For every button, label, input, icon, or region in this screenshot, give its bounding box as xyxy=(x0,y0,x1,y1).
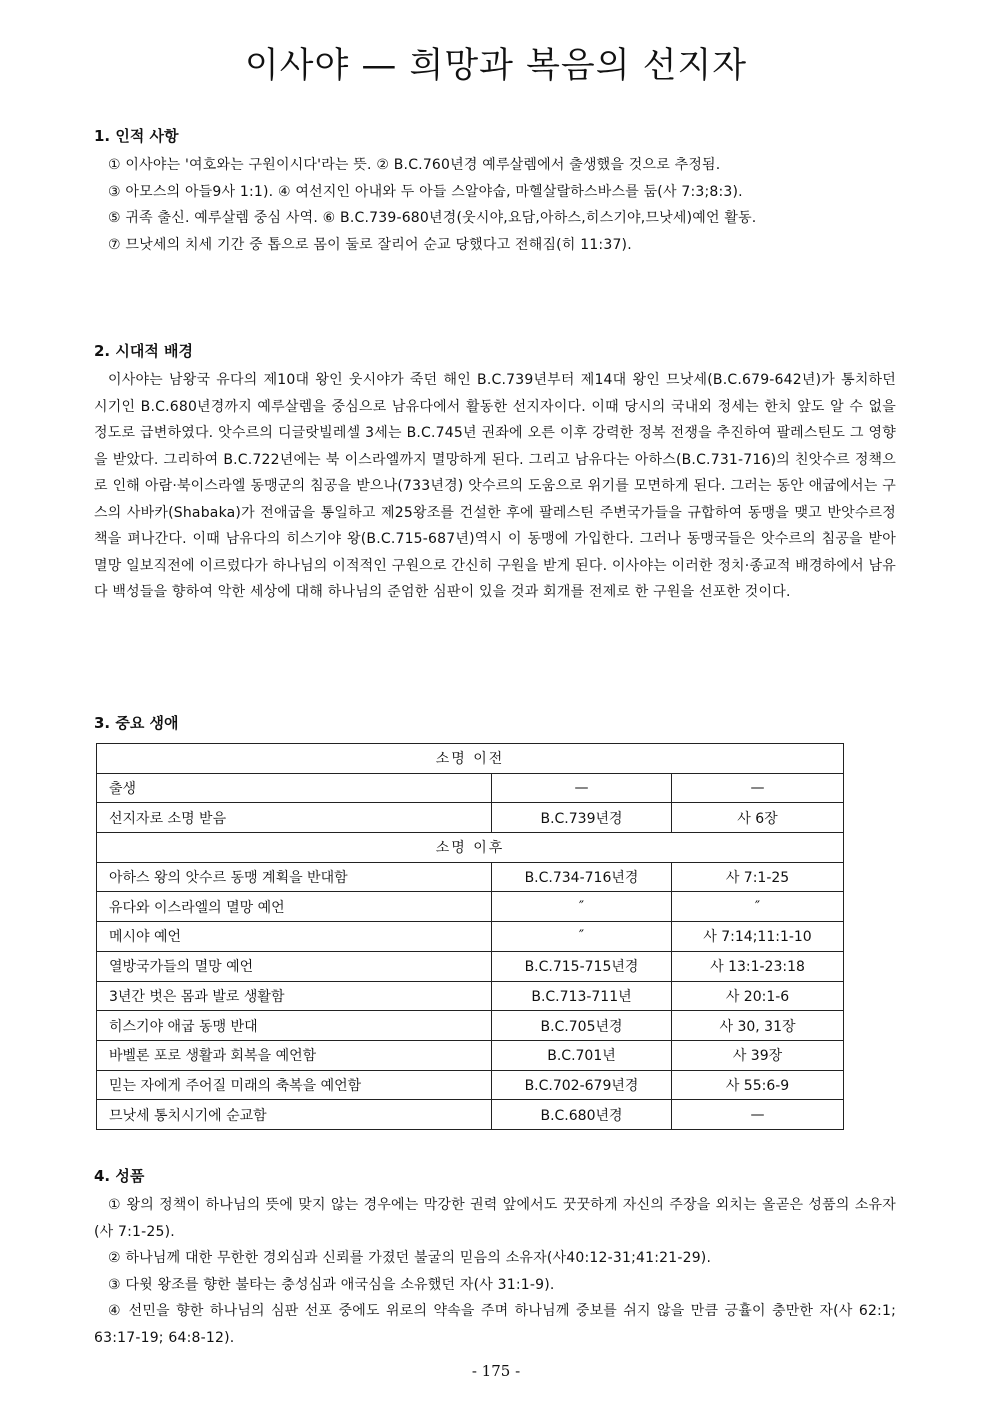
date-cell: B.C.713-711년 xyxy=(492,981,672,1011)
date-cell: B.C.680년경 xyxy=(492,1100,672,1130)
reference-cell: 사 7:14;11:1-10 xyxy=(672,922,844,952)
table-subheader-row xyxy=(97,833,844,863)
table-row xyxy=(97,1040,844,1070)
table-row xyxy=(97,922,844,952)
date-cell: B.C.701년 xyxy=(492,1040,672,1070)
character-line-2: ② 하나님께 대한 무한한 경외심과 신뢰를 가졌던 불굴의 믿음의 소유자(사40:12-31;41:21-29). xyxy=(108,1250,712,1266)
event-cell: 므낫세 통치시기에 순교함 xyxy=(97,1100,492,1130)
event-cell: 아하스 왕의 앗수르 동맹 계획을 반대함 xyxy=(97,862,492,892)
date-cell: B.C.715-715년경 xyxy=(492,951,672,981)
personal-line-4: ⑦ 므낫세의 치세 기간 중 톱으로 몸이 둘로 잘리어 순교 당했다고 전해짐(히 11:37). xyxy=(108,236,632,253)
page-title: 이사야 — 희망과 복음의 선지자 xyxy=(244,46,748,86)
life-table xyxy=(96,743,844,1130)
table-row xyxy=(97,892,844,922)
date-cell: ″ xyxy=(492,892,672,922)
personal-line-1: ① 이사야는 '여호와는 구원이시다'라는 뜻. ② B.C.760년경 예루살렘에서 출생했을 것으로 추정됨. xyxy=(108,157,721,173)
reference-cell: 사 13:1-23:18 xyxy=(672,951,844,981)
reference-cell: 사 7:1-25 xyxy=(672,862,844,892)
reference-cell: 사 30, 31장 xyxy=(672,1011,844,1041)
character-line-1: ① 왕의 정책이 하나님의 뜻에 맞지 않는 경우에는 막강한 권력 앞에서도 꿋꿋하게 자신의 주장을 외치는 올곧은 성품의 소유자(사 7:1-25). xyxy=(94,1197,896,1240)
table-subheader-row xyxy=(97,744,844,774)
reference-cell: 사 55:6-9 xyxy=(672,1070,844,1100)
table-row xyxy=(97,862,844,892)
event-cell: 선지자로 소명 받음 xyxy=(97,803,492,833)
date-cell: B.C.705년경 xyxy=(492,1011,672,1041)
table-row xyxy=(97,1011,844,1041)
background-paragraph: 이사야는 남왕국 유다의 제10대 왕인 웃시야가 죽던 해인 B.C.739년부터 제14대 왕인 므낫세(B.C.679-642년)가 통치하던 시기인 B.C.680년경까지 예루살렘을 중심으로 남유다에서 활동한 선지자이다. 이때 당시의 국내외 정세는 한치 앞도 알 수 없을 정도로 급변하였다. 앗수르의 디글랏빌레셀 3세는 B.C.745년 권좌에 오른 이후 강력한 정복 전쟁을 추진하여 팔레스틴도 그 영향을 받았다. 그리하여 B.C.722년에는 북 이스라엘까지 멸망하게 된다. 그리고 남유다는 아하스(B.C.731-716)의 친앗수르 정책으로 인해 아람·북이스라엘 동맹군의 침공을 받으나(733년경) 앗수르의 도움으로 위기를 모면하게 된다. 그러는 동안 애굽에서는 구스의 사바카(Shabaka)가 전애굽을 통일하고 제25왕조를 건설한 후에 팔레스틴 주변국가들을 규합하여 동맹을 맺고 반앗수르정책을 펴나간다. 이때 남유다의 히스기야 왕(B.C.715-687년)역시 이 동맹에 가입한다. 그러나 동맹국들은 앗수르의 침공을 받아 멸망 일보직전에 이르렀다가 하나님의 이적적인 구원으로 간신히 구원을 받게 된다. 이사야는 이러한 정치·종교적 배경하에서 남유다 백성들을 향하여 악한 세상에 대해 하나님의 준엄한 심판이 있을 것과 회개를 전제로 한 구원을 선포한 것이다. xyxy=(94,372,896,600)
reference-cell: ″ xyxy=(672,892,844,922)
after-calling-label: 소명 이후 xyxy=(97,833,844,863)
section-heading: 3. 중요 생애 xyxy=(94,714,179,732)
reference-cell: 사 39장 xyxy=(672,1040,844,1070)
table-row xyxy=(97,803,844,833)
event-cell: 3년간 벗은 몸과 발로 생활함 xyxy=(97,981,492,1011)
table-row xyxy=(97,951,844,981)
event-cell: 출생 xyxy=(97,773,492,803)
section-heading: 1. 인적 사항 xyxy=(94,127,179,145)
table-row xyxy=(97,981,844,1011)
date-cell: B.C.702-679년경 xyxy=(492,1070,672,1100)
reference-cell: 사 6장 xyxy=(672,803,844,833)
date-cell: B.C.739년경 xyxy=(492,803,672,833)
table-row xyxy=(97,773,844,803)
section-personal xyxy=(94,125,896,258)
personal-line-2: ③ 아모스의 아들9사 1:1). ④ 여선지인 아내와 두 아들 스알야숩, 마헬살랄하스바스를 둠(사 7:3;8:3). xyxy=(108,183,743,200)
section-heading: 4. 성품 xyxy=(94,1167,145,1185)
event-cell: 메시야 예언 xyxy=(97,922,492,952)
reference-cell: 사 20:1-6 xyxy=(672,981,844,1011)
character-line-3: ③ 다윗 왕조를 향한 불타는 충성심과 애국심을 소유했던 자(사 31:1-9). xyxy=(108,1276,555,1293)
date-cell: B.C.734-716년경 xyxy=(492,862,672,892)
date-cell: ″ xyxy=(492,922,672,952)
reference-cell: — xyxy=(672,773,844,803)
section-heading: 2. 시대적 배경 xyxy=(94,342,194,360)
date-cell: — xyxy=(492,773,672,803)
section-life xyxy=(94,712,896,739)
event-cell: 열방국가들의 멸망 예언 xyxy=(97,951,492,981)
table-row xyxy=(97,1070,844,1100)
reference-cell: — xyxy=(672,1100,844,1130)
event-cell: 히스기야 애굽 동맹 반대 xyxy=(97,1011,492,1041)
event-cell: 믿는 자에게 주어질 미래의 축복을 예언함 xyxy=(97,1070,492,1100)
character-line-4: ④ 선민을 향한 하나님의 심판 선포 중에도 위로의 약속을 주며 하나님께 중보를 쉬지 않을 만큼 긍휼이 충만한 자(사 62:1; 63:17-19; 64:8-12). xyxy=(94,1303,896,1346)
table-row xyxy=(97,1100,844,1130)
event-cell: 바벨론 포로 생활과 회복을 예언함 xyxy=(97,1040,492,1070)
section-background xyxy=(94,340,896,606)
personal-line-3: ⑤ 귀족 출신. 예루살렘 중심 사역. ⑥ B.C.739-680년경(웃시야,요담,아하스,히스기야,므낫세)예언 활동. xyxy=(108,210,757,226)
section-character xyxy=(94,1165,896,1351)
before-calling-label: 소명 이전 xyxy=(97,744,844,774)
page-number: - 175 - xyxy=(471,1362,521,1380)
event-cell: 유다와 이스라엘의 멸망 예언 xyxy=(97,892,492,922)
